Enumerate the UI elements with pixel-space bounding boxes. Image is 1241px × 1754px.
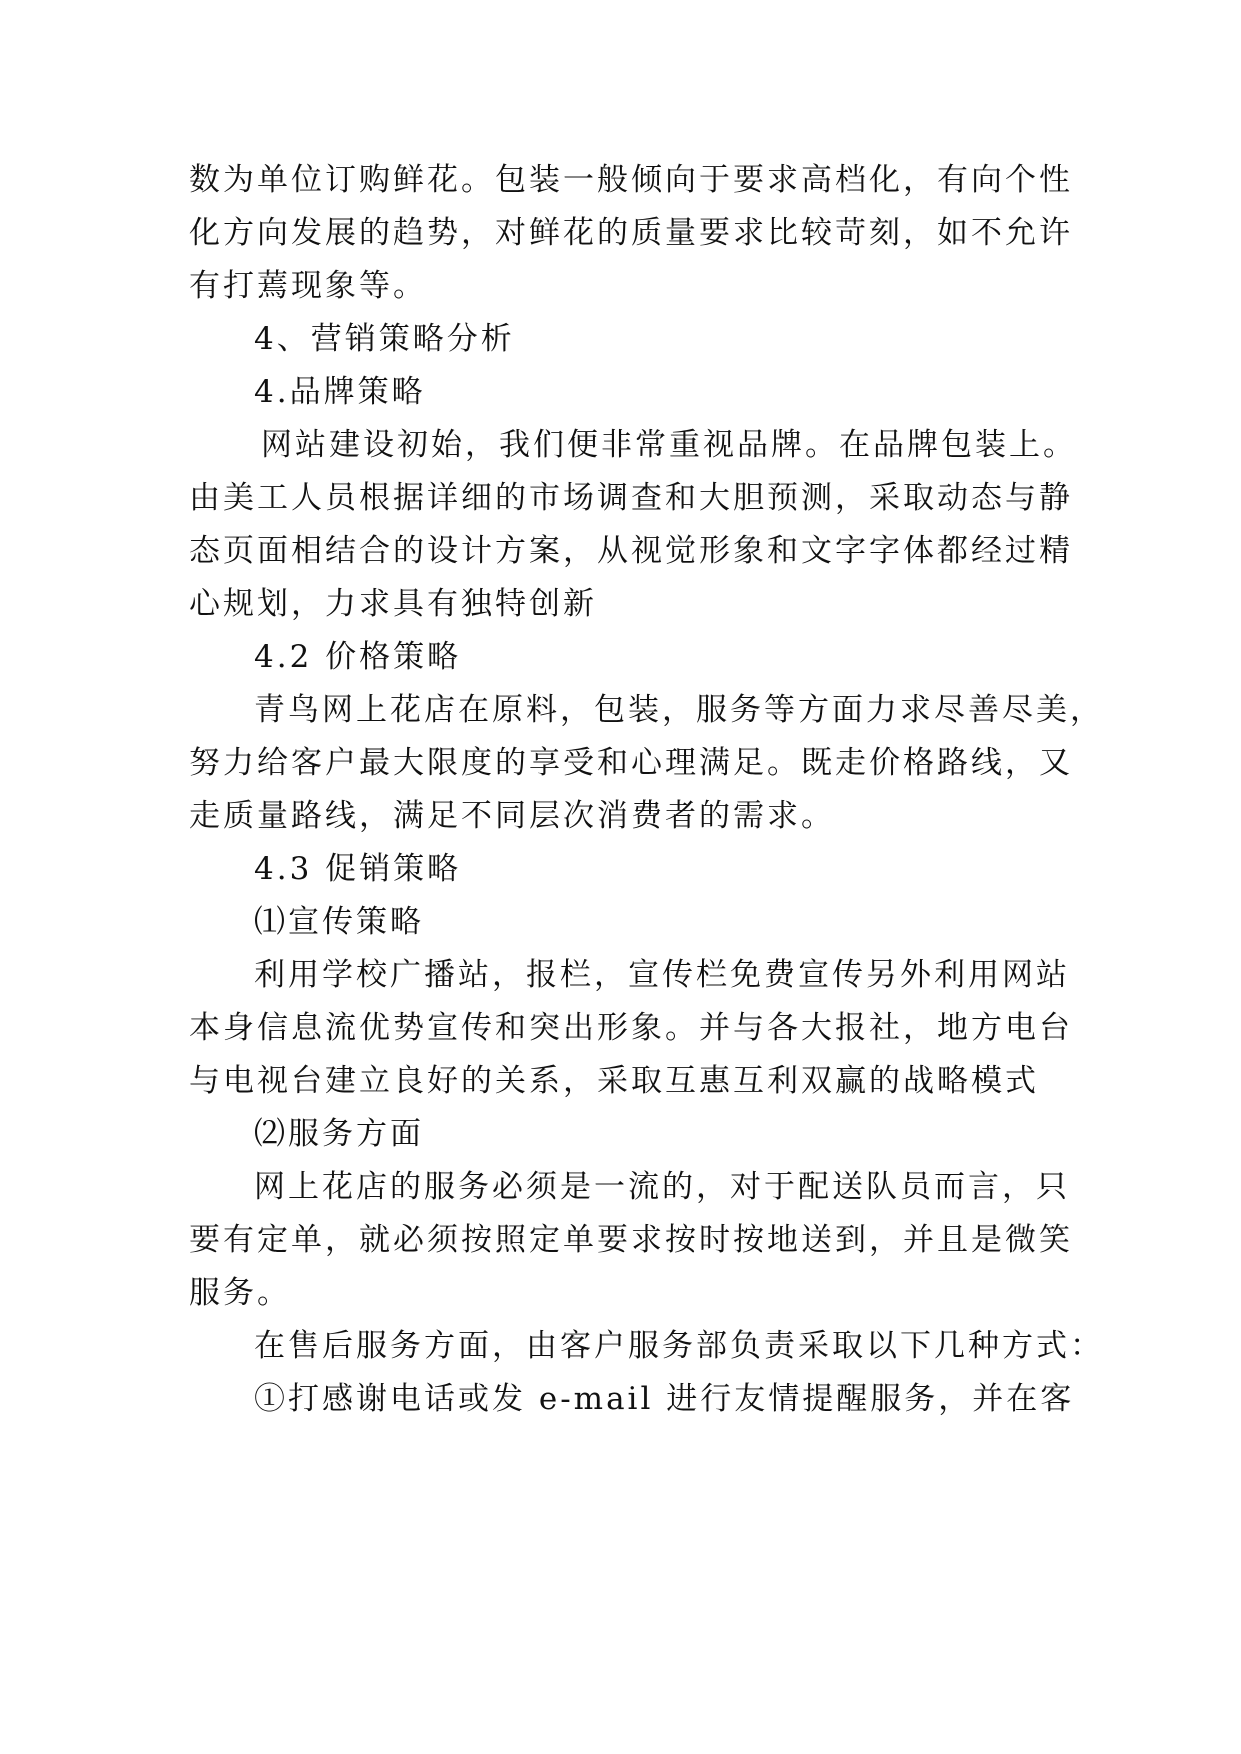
subsection-heading: ⑴宣传策略 (254, 904, 424, 940)
paragraph-line: 心规划，力求具有独特创新 (189, 586, 597, 622)
paragraph-line: 要有定单，就必须按照定单要求按时按地送到，并且是微笑 (189, 1222, 1073, 1258)
paragraph-line: 网站建设初始，我们便非常重视品牌。在品牌包装上。 (261, 427, 1077, 463)
section-heading: 4、营销策略分析 (254, 321, 515, 357)
paragraph-line: 有打蔫现象等。 (189, 268, 427, 304)
paragraph-line: 利用学校广播站，报栏，宣传栏免费宣传另外利用网站 (254, 957, 1070, 993)
paragraph-line: 青鸟网上花店在原料，包装，服务等方面力求尽善尽美， (254, 692, 1104, 728)
subsection-heading: 4.品牌策略 (254, 374, 426, 410)
subsection-heading: ⑵服务方面 (254, 1116, 424, 1152)
paragraph-line: 努力给客户最大限度的享受和心理满足。既走价格路线，又 (189, 745, 1073, 781)
paragraph-line: 由美工人员根据详细的市场调查和大胆预测，采取动态与静 (189, 480, 1073, 516)
paragraph-line: 态页面相结合的设计方案，从视觉形象和文字字体都经过精 (189, 533, 1073, 569)
paragraph-line: 数为单位订购鲜花。包装一般倾向于要求高档化，有向个性 (189, 162, 1073, 198)
paragraph-line: 服务。 (189, 1275, 291, 1311)
paragraph-line: 本身信息流优势宣传和突出形象。并与各大报社，地方电台 (189, 1010, 1073, 1046)
paragraph-line: 在售后服务方面，由客户服务部负责采取以下几种方式： (254, 1328, 1104, 1364)
paragraph-line: 化方向发展的趋势，对鲜花的质量要求比较苛刻，如不允许 (189, 215, 1073, 251)
paragraph-line: ①打感谢电话或发 e-mail 进行友情提醒服务，并在客 (254, 1381, 1075, 1417)
paragraph-line: 走质量路线，满足不同层次消费者的需求。 (189, 798, 835, 834)
paragraph-line: 网上花店的服务必须是一流的，对于配送队员而言，只 (254, 1169, 1070, 1205)
subsection-heading: 4.3 促销策略 (254, 851, 462, 887)
paragraph-line: 与电视台建立良好的关系，采取互惠互利双赢的战略模式 (189, 1063, 1039, 1099)
subsection-heading: 4.2 价格策略 (254, 639, 462, 675)
